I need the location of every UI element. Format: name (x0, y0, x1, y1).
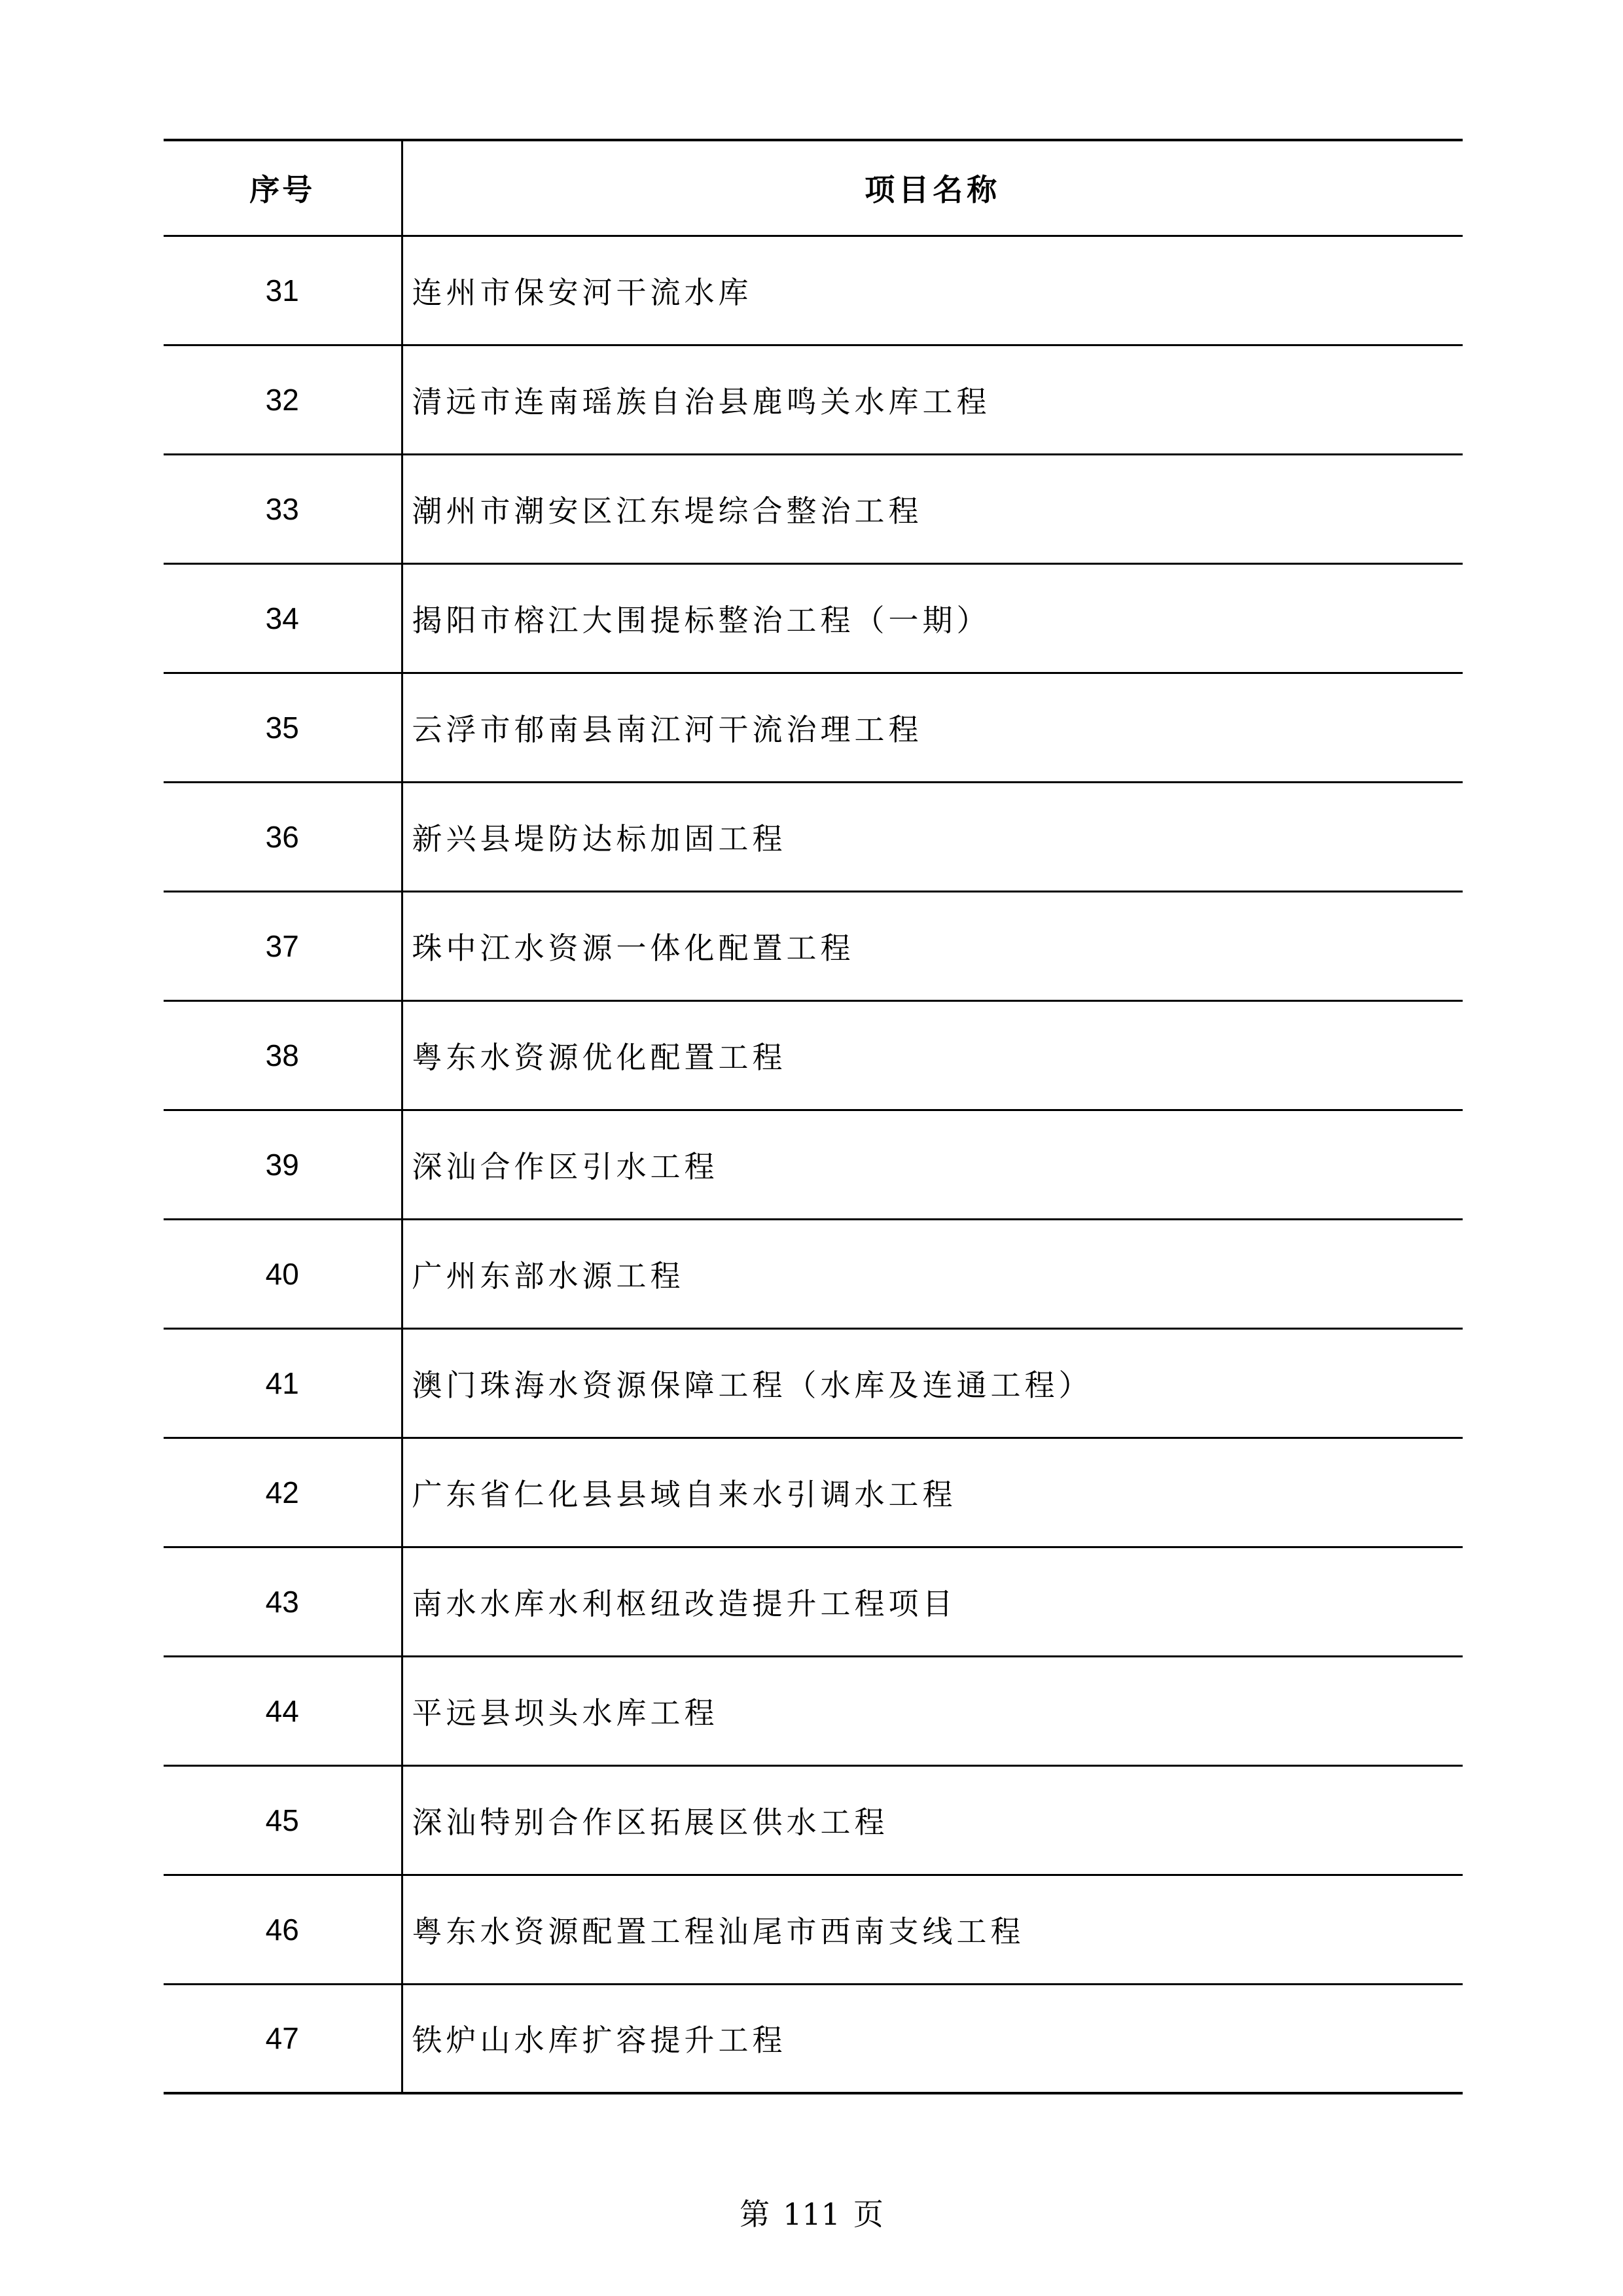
row-project-name: 连州市保安河干流水库 (402, 236, 1463, 345)
table-row (164, 1328, 1463, 1438)
page-number: 111 (783, 2197, 840, 2232)
row-number: 36 (164, 782, 402, 891)
table-row (164, 236, 1463, 345)
row-number: 33 (164, 454, 402, 563)
table-row (164, 454, 1463, 563)
row-project-name: 粤东水资源优化配置工程 (402, 1000, 1463, 1110)
row-number: 42 (164, 1438, 402, 1547)
table-header-row (164, 140, 1463, 236)
row-number: 31 (164, 236, 402, 345)
row-project-name: 南水水库水利枢纽改造提升工程项目 (402, 1547, 1463, 1656)
row-number: 32 (164, 345, 402, 454)
row-number: 38 (164, 1000, 402, 1110)
project-table-body (164, 140, 1463, 2093)
row-number: 44 (164, 1656, 402, 1765)
row-number: 47 (164, 1984, 402, 2093)
project-table (164, 139, 1463, 2094)
table-row (164, 1656, 1463, 1765)
row-project-name: 清远市连南瑶族自治县鹿鸣关水库工程 (402, 345, 1463, 454)
row-number: 37 (164, 891, 402, 1000)
table-row (164, 891, 1463, 1000)
table-row (164, 345, 1463, 454)
row-project-name: 平远县坝头水库工程 (402, 1656, 1463, 1765)
row-project-name: 粤东水资源配置工程汕尾市西南支线工程 (402, 1875, 1463, 1984)
table-row (164, 1438, 1463, 1547)
row-project-name: 铁炉山水库扩容提升工程 (402, 1984, 1463, 2093)
table-row (164, 1000, 1463, 1110)
table-row (164, 1110, 1463, 1219)
table-row (164, 1875, 1463, 1984)
header-project-name: 项目名称 (402, 140, 1463, 236)
row-number: 39 (164, 1110, 402, 1219)
table-row (164, 782, 1463, 891)
row-project-name: 揭阳市榕江大围提标整治工程（一期） (402, 563, 1463, 673)
row-number: 40 (164, 1219, 402, 1328)
row-project-name: 潮州市潮安区江东堤综合整治工程 (402, 454, 1463, 563)
table-row (164, 673, 1463, 782)
row-number: 43 (164, 1547, 402, 1656)
row-project-name: 新兴县堤防达标加固工程 (402, 782, 1463, 891)
row-number: 34 (164, 563, 402, 673)
row-number: 46 (164, 1875, 402, 1984)
row-number: 35 (164, 673, 402, 782)
row-project-name: 云浮市郁南县南江河干流治理工程 (402, 673, 1463, 782)
row-project-name: 澳门珠海水资源保障工程（水库及连通工程） (402, 1328, 1463, 1438)
row-project-name: 广东省仁化县县域自来水引调水工程 (402, 1438, 1463, 1547)
header-number: 序号 (164, 140, 402, 236)
page-suffix: 页 (853, 2197, 883, 2232)
row-project-name: 广州东部水源工程 (402, 1219, 1463, 1328)
page-prefix: 第 (740, 2197, 770, 2232)
row-number: 45 (164, 1765, 402, 1875)
page-footer (0, 2191, 1623, 2234)
table-row (164, 1547, 1463, 1656)
row-number: 41 (164, 1328, 402, 1438)
table-row (164, 1219, 1463, 1328)
row-project-name: 深汕特别合作区拓展区供水工程 (402, 1765, 1463, 1875)
table-row (164, 1765, 1463, 1875)
row-project-name: 深汕合作区引水工程 (402, 1110, 1463, 1219)
table-row (164, 563, 1463, 673)
row-project-name: 珠中江水资源一体化配置工程 (402, 891, 1463, 1000)
table-row (164, 1984, 1463, 2093)
